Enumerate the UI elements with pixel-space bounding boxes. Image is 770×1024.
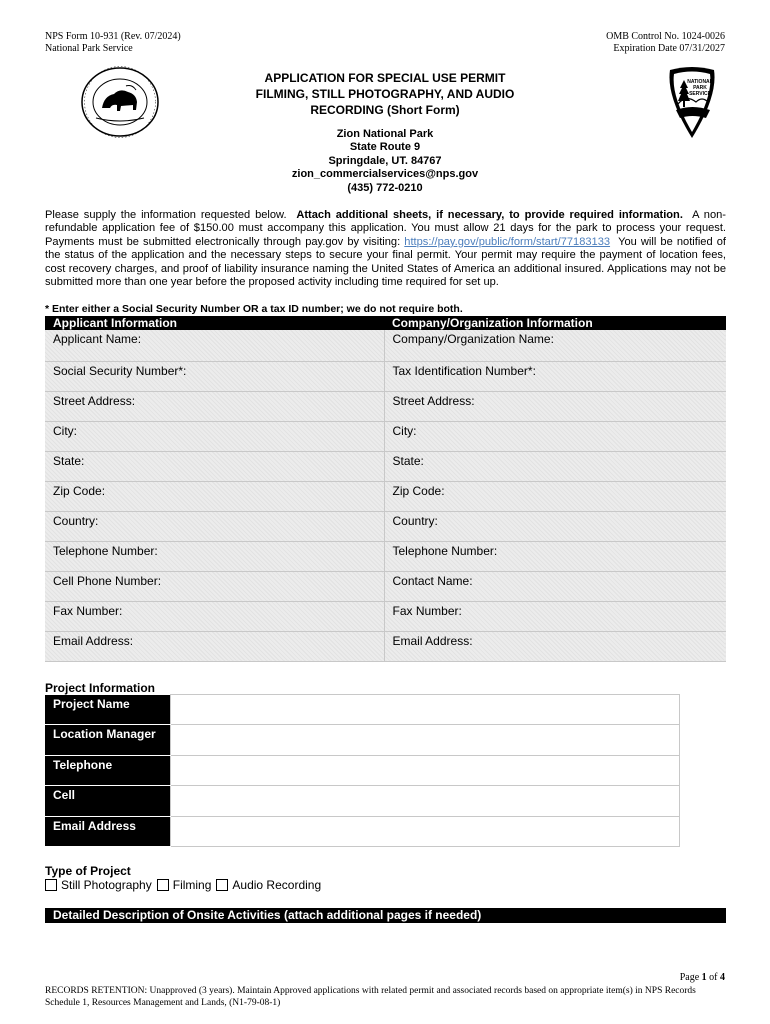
- company-field[interactable]: City:: [384, 421, 726, 451]
- nps-arrowhead-logo: [664, 66, 720, 140]
- arrowhead-text-park: PARK: [693, 85, 707, 91]
- applicant-field[interactable]: Social Security Number*:: [45, 361, 384, 391]
- form-title-line-3: RECORDING (Short Form): [310, 103, 460, 117]
- page-prefix: Page: [679, 972, 700, 983]
- intro-bold-text: Attach additional sheets, if necessary, to provide required information.: [296, 209, 683, 221]
- company-field[interactable]: Fax Number:: [384, 601, 726, 631]
- page-number: [680, 972, 725, 983]
- company-info-header: Company/Organization Information: [384, 316, 726, 330]
- form-title-line-2: FILMING, STILL PHOTOGRAPHY, AND AUDIO: [255, 87, 515, 101]
- park-address-block: [200, 128, 570, 195]
- company-field[interactable]: Tax Identification Number*:: [384, 361, 726, 391]
- park-name: Zion National Park: [336, 128, 434, 140]
- project-field-input[interactable]: [170, 755, 680, 785]
- applicant-field[interactable]: Email Address:: [45, 631, 384, 661]
- project-row: [45, 695, 680, 725]
- company-field[interactable]: State:: [384, 451, 726, 481]
- project-field-input[interactable]: [170, 725, 680, 755]
- arrowhead-text-service: SERVICE: [689, 91, 711, 97]
- project-info-heading: Project Information: [45, 681, 156, 695]
- form-title-line-1: APPLICATION FOR SPECIAL USE PERMIT: [264, 71, 506, 85]
- type-of-project-options: [45, 878, 326, 892]
- doi-seal-logo: [80, 66, 160, 138]
- applicant-field[interactable]: State:: [45, 451, 384, 481]
- applicant-field[interactable]: Telephone Number:: [45, 541, 384, 571]
- table-row: [45, 391, 726, 421]
- table-row: [45, 541, 726, 571]
- agency-name: National Park Service: [45, 43, 133, 54]
- intro-paragraph: [45, 209, 726, 289]
- page-current: 1: [701, 972, 707, 983]
- project-field-label: Project Name: [45, 695, 170, 725]
- project-row: [45, 725, 680, 755]
- form-number: NPS Form 10-931 (Rev. 07/2024): [45, 31, 181, 42]
- intro-text-3: You will be notified of the status of the application and the necessary steps to secure your final permit. Your permit may require the payment of location fees, cost recovery charges, and proof of liability insurance naming the United States of America an additional insured. Applications may not be submitted more than one year before the proposed activity including time required for set up.: [45, 235, 727, 289]
- table-row: [45, 451, 726, 481]
- page-total: 4: [720, 972, 725, 983]
- table-row: [45, 361, 726, 391]
- table-row: [45, 601, 726, 631]
- applicant-field[interactable]: Street Address:: [45, 391, 384, 421]
- park-email: zion_commercialservices@nps.gov: [291, 168, 479, 181]
- applicant-info-header: Applicant Information: [45, 316, 384, 330]
- intro-text-1: Please supply the information requested below.: [45, 209, 287, 221]
- project-field-label: Telephone: [45, 755, 170, 785]
- project-field-label: Email Address: [45, 816, 170, 846]
- form-title: [200, 70, 570, 118]
- table-row: [45, 631, 726, 661]
- project-field-input[interactable]: [170, 786, 680, 816]
- type-of-project-heading: Type of Project: [45, 864, 131, 878]
- table-row: [45, 421, 726, 451]
- applicant-field[interactable]: City:: [45, 421, 384, 451]
- project-field-input[interactable]: [170, 695, 680, 725]
- arrowhead-text-national: NATIONAL: [687, 79, 713, 85]
- applicant-field[interactable]: Zip Code:: [45, 481, 384, 511]
- park-city: Springdale, UT. 84767: [328, 154, 442, 167]
- still-photography-checkbox[interactable]: [45, 879, 57, 891]
- ssn-note: * Enter either a Social Security Number OR a tax ID number; we do not require both.: [45, 303, 463, 315]
- audio-recording-label: Audio Recording: [232, 878, 322, 892]
- project-row: [45, 755, 680, 785]
- company-field[interactable]: Street Address:: [384, 391, 726, 421]
- table-header-row: [45, 316, 726, 330]
- intro-text-2: A non-refundable application fee of $150.00 must accompany this application. You must allow 21 days for the park to process your request. Payments must be submitted electronically through pay.gov by visiting:: [45, 209, 726, 248]
- project-row: [45, 786, 680, 816]
- applicant-field[interactable]: Cell Phone Number:: [45, 571, 384, 601]
- company-field[interactable]: Zip Code:: [384, 481, 726, 511]
- applicant-field[interactable]: Country:: [45, 511, 384, 541]
- expiration-date: Expiration Date 07/31/2027: [613, 43, 725, 54]
- form-header-left: [45, 31, 181, 55]
- page-of: of: [709, 972, 718, 983]
- table-row: [45, 330, 726, 361]
- company-field[interactable]: Contact Name:: [384, 571, 726, 601]
- company-field[interactable]: Country:: [384, 511, 726, 541]
- company-field[interactable]: Email Address:: [384, 631, 726, 661]
- table-row: [45, 571, 726, 601]
- omb-control-number: OMB Control No. 1024-0026: [606, 31, 725, 42]
- still-photography-label: Still Photography: [61, 878, 152, 892]
- table-row: [45, 511, 726, 541]
- filming-label: Filming: [172, 878, 212, 892]
- project-field-input[interactable]: [170, 816, 680, 846]
- project-info-table: [45, 694, 680, 847]
- description-section-header: Detailed Description of Onsite Activities (attach additional pages if needed): [45, 908, 726, 923]
- applicant-info-table: [45, 316, 726, 662]
- filming-checkbox[interactable]: [157, 879, 169, 891]
- paygov-link[interactable]: https://pay.gov/public/form/start/77183133: [404, 235, 611, 248]
- project-field-label: Location Manager: [45, 725, 170, 755]
- applicant-field[interactable]: Fax Number:: [45, 601, 384, 631]
- applicant-field[interactable]: Applicant Name:: [45, 330, 384, 361]
- records-retention-footer: RECORDS RETENTION: Unapproved (3 years). Maintain Approved applications with related permit and associated records based on appropriate item(s) in NPS Records Schedule 1, Resources Management and Lands, (N1-79-08-1): [45, 986, 696, 1008]
- table-row: [45, 481, 726, 511]
- project-field-label: Cell: [45, 786, 170, 816]
- park-street: State Route 9: [349, 141, 421, 154]
- audio-recording-checkbox[interactable]: [216, 879, 228, 891]
- company-field[interactable]: Telephone Number:: [384, 541, 726, 571]
- form-header-right: [606, 31, 725, 55]
- company-field[interactable]: Company/Organization Name:: [384, 330, 726, 361]
- park-phone: (435) 772-0210: [347, 181, 423, 194]
- project-row: [45, 816, 680, 846]
